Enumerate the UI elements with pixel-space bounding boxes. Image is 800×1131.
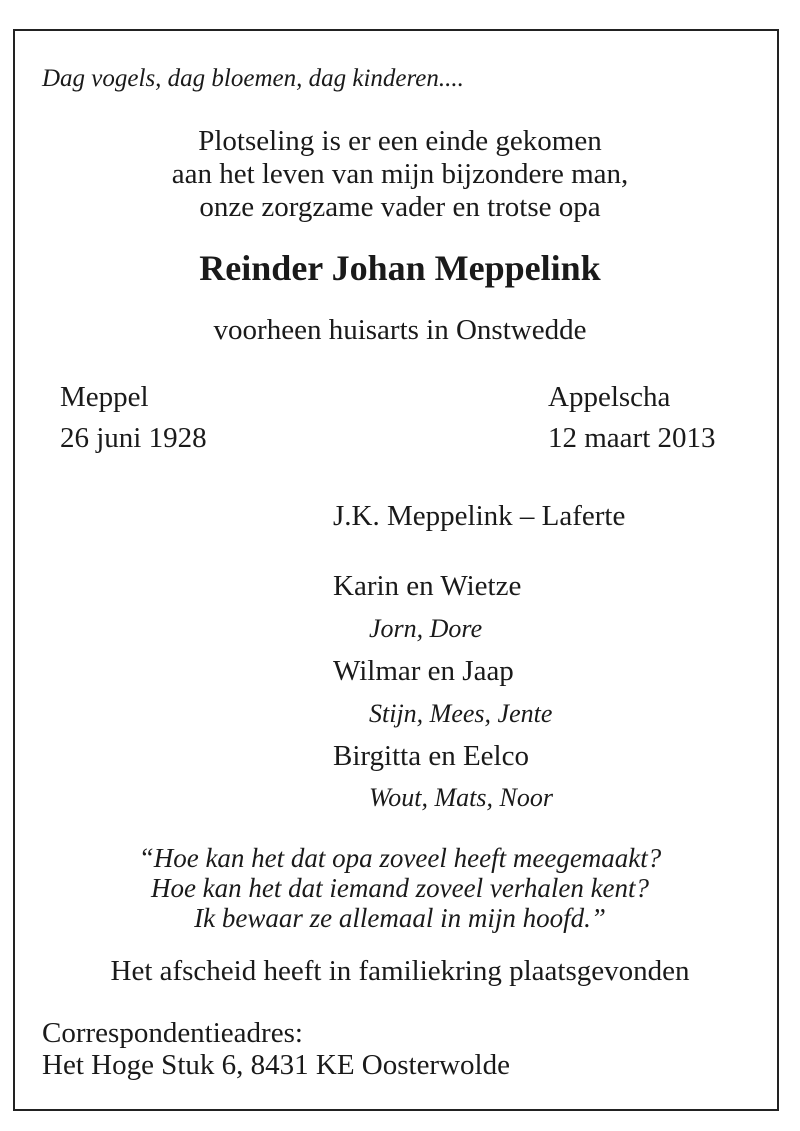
quote-line: Ik bewaar ze allemaal in mijn hoofd.” bbox=[194, 903, 606, 933]
grandchildren-names: Wout, Mats, Noor bbox=[369, 783, 553, 812]
death-info bbox=[548, 377, 716, 459]
intro-line: onze zorgzame vader en trotse opa bbox=[199, 191, 601, 223]
grandchildren-names: Jorn, Dore bbox=[369, 614, 483, 643]
birth-info bbox=[60, 377, 207, 459]
deceased-name: Reinder Johan Meppelink bbox=[199, 248, 601, 288]
correspondence-address bbox=[42, 1017, 510, 1081]
correspondence-label: Correspondentieadres: bbox=[42, 1017, 303, 1049]
intro-line: Plotseling is er een einde gekomen bbox=[198, 125, 602, 157]
quote bbox=[0, 843, 800, 933]
birth-place: Meppel bbox=[60, 381, 149, 413]
correspondence-street: Het Hoge Stuk 6, 8431 KE Oosterwolde bbox=[42, 1049, 510, 1081]
former-occupation: voorheen huisarts in Onstwedde bbox=[213, 314, 587, 346]
intro-line: aan het leven van mijn bijzondere man, bbox=[171, 158, 629, 190]
child-family-name: Karin en Wietze bbox=[333, 570, 522, 602]
intro-text bbox=[0, 125, 800, 224]
child-family-name: Wilmar en Jaap bbox=[333, 655, 514, 687]
grandchildren-names: Stijn, Mees, Jente bbox=[369, 699, 553, 728]
spouse-name: J.K. Meppelink – Laferte bbox=[333, 500, 626, 532]
farewell-note: Het afscheid heeft in familiekring plaatsgevonden bbox=[110, 955, 690, 987]
quote-line: Hoe kan het dat iemand zoveel verhalen kent? bbox=[150, 873, 650, 903]
birth-date: 26 juni 1928 bbox=[60, 422, 207, 454]
child-family-name: Birgitta en Eelco bbox=[333, 740, 529, 772]
quote-line: “Hoe kan het dat opa zoveel heeft meegemaakt? bbox=[138, 843, 662, 873]
opening-line: Dag vogels, dag bloemen, dag kinderen.... bbox=[42, 65, 464, 92]
death-date: 12 maart 2013 bbox=[548, 422, 716, 454]
death-place: Appelscha bbox=[548, 381, 671, 413]
